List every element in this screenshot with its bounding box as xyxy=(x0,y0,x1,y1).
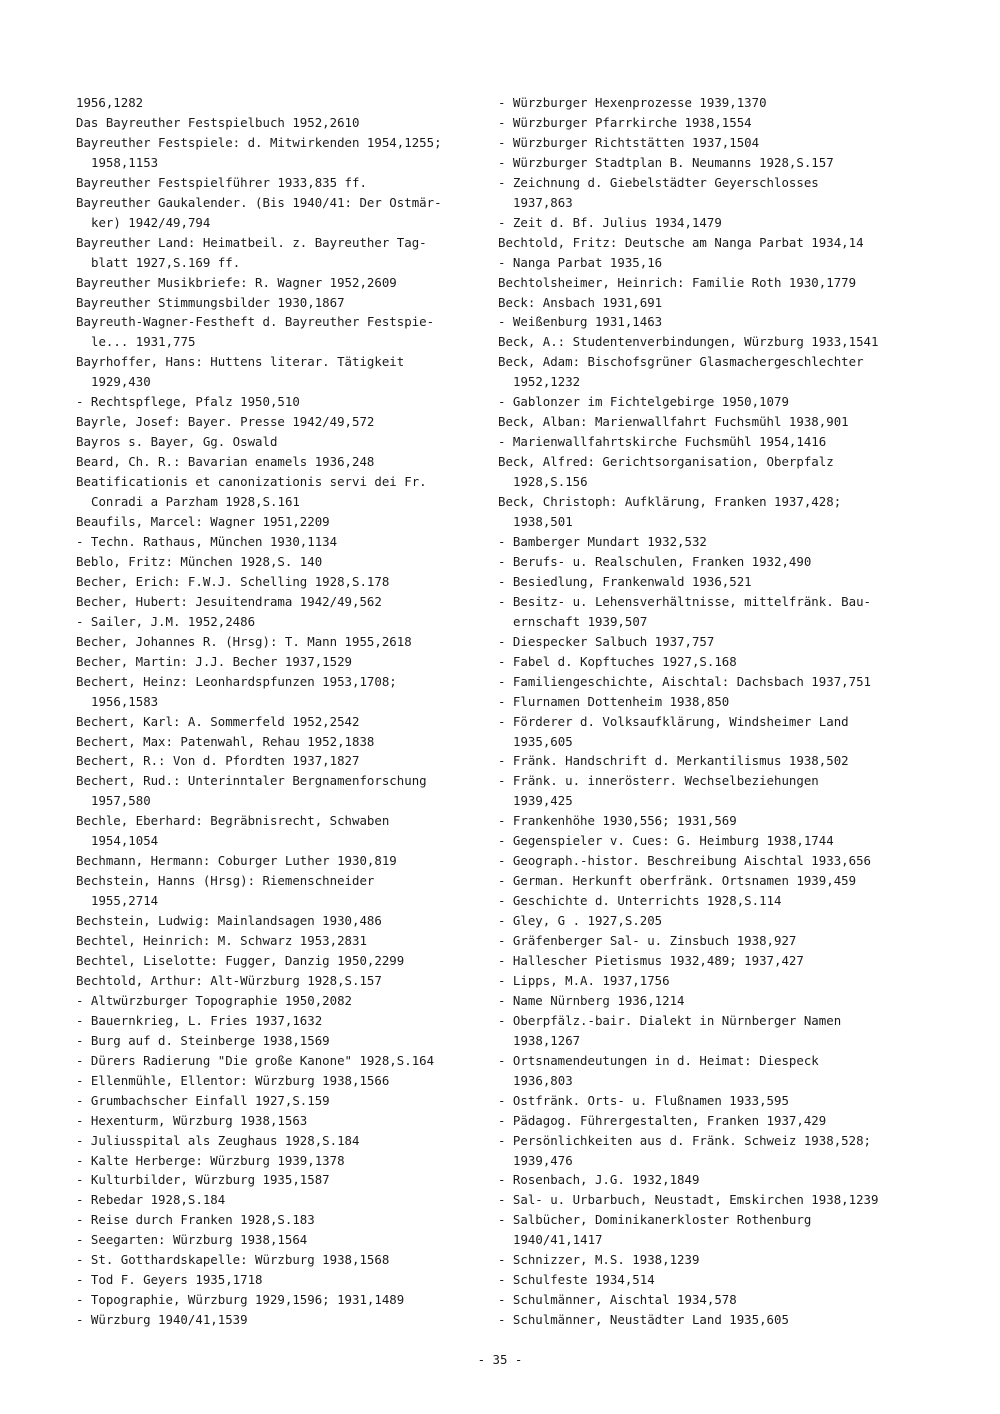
index-entry-line: - Zeit d. Bf. Julius 1934,1479 xyxy=(498,214,722,230)
index-entry xyxy=(498,173,938,213)
index-entry-line: Becher, Hubert: Jesuitendrama 1942/49,562 xyxy=(76,593,382,609)
index-entry-continuation: 1956,1583 xyxy=(91,693,159,709)
index-entry xyxy=(76,1310,486,1330)
index-entry-continuation: 1939,476 xyxy=(513,1152,573,1168)
index-entry xyxy=(76,1031,486,1051)
index-entry-line: Das Bayreuther Festspielbuch 1952,2610 xyxy=(76,114,360,130)
index-entry-line: - Weißenburg 1931,1463 xyxy=(498,314,663,330)
index-entry-line: - Ortsnamendeutungen in d. Heimat: Diespeck xyxy=(498,1052,819,1068)
index-entry xyxy=(498,672,938,692)
index-entry-line: - Dürers Radierung "Die große Kanone" 1928,S.164 xyxy=(76,1052,435,1068)
index-entry xyxy=(498,93,938,113)
index-entry-line: - Zeichnung d. Giebelstädter Geyerschlosses xyxy=(498,174,819,190)
index-entry-line: - Kulturbilder, Würzburg 1935,1587 xyxy=(76,1172,330,1188)
index-entry-line: - Salbücher, Dominikanerkloster Rothenburg xyxy=(498,1212,812,1228)
index-entry xyxy=(498,971,938,991)
index-entry xyxy=(76,1230,486,1250)
index-entry xyxy=(498,891,938,911)
index-entry xyxy=(76,871,486,911)
index-entry xyxy=(76,472,486,512)
index-entry-line: - Grumbachscher Einfall 1927,S.159 xyxy=(76,1092,330,1108)
index-entry xyxy=(498,452,938,492)
index-entry xyxy=(498,133,938,153)
index-entry-line: - Flurnamen Dottenheim 1938,850 xyxy=(498,693,730,709)
index-entry xyxy=(498,392,938,412)
index-entry-line: - Besiedlung, Frankenwald 1936,521 xyxy=(498,573,752,589)
index-entry-line: Bayreuth-Wagner-Festheft d. Bayreuther Festspie- xyxy=(76,314,435,330)
index-entry-line: - Fabel d. Kopftuches 1927,S.168 xyxy=(498,653,737,669)
index-entry-continuation: 1938,501 xyxy=(513,514,573,530)
index-entry xyxy=(76,1210,486,1230)
index-entry xyxy=(498,1051,938,1091)
index-entry-continuation: Conradi a Parzham 1928,S.161 xyxy=(91,494,300,510)
index-entry xyxy=(76,751,486,771)
index-entry-line: Bechstein, Hanns (Hrsg): Riemenschneider xyxy=(76,873,375,889)
index-entry-line: Beck, Christoph: Aufklärung, Franken 1937,428; xyxy=(498,494,842,510)
index-entry-line: - Würzburger Hexenprozesse 1939,1370 xyxy=(498,95,767,110)
index-entry-line: - Würzburg 1940/41,1539 xyxy=(76,1312,248,1328)
index-entry-line: Bechert, Rud.: Unterinntaler Bergnamenforschung xyxy=(76,773,427,789)
index-entry xyxy=(498,352,938,392)
index-entry-line: - Gegenspieler v. Cues: G. Heimburg 1938,1744 xyxy=(498,833,834,849)
index-entry-line: - Familiengeschichte, Aischtal: Dachsbach 1937,751 xyxy=(498,673,871,689)
index-entry xyxy=(76,612,486,632)
index-entry xyxy=(76,412,486,432)
index-entry xyxy=(498,911,938,931)
index-entry-line: - Pädagog. Führergestalten, Franken 1937,429 xyxy=(498,1112,827,1128)
index-entry xyxy=(498,991,938,1011)
index-entry xyxy=(498,1310,938,1330)
index-entry xyxy=(76,1270,486,1290)
index-entry-line: - Seegarten: Würzburg 1938,1564 xyxy=(76,1232,308,1248)
index-entry xyxy=(76,1071,486,1091)
index-entry xyxy=(498,213,938,233)
index-entry-line: - Schulfeste 1934,514 xyxy=(498,1272,655,1288)
index-entry xyxy=(498,632,938,652)
index-entry-line: Bechle, Eberhard: Begräbnisrecht, Schwaben xyxy=(76,813,390,829)
index-column-left xyxy=(76,93,486,1330)
index-entry-line: - Rechtspflege, Pfalz 1950,510 xyxy=(76,394,300,410)
index-entry-line: - Bauernkrieg, L. Fries 1937,1632 xyxy=(76,1012,323,1028)
index-entry xyxy=(498,851,938,871)
index-entry-continuation: 1939,425 xyxy=(513,793,573,809)
index-entry-line: - Name Nürnberg 1936,1214 xyxy=(498,992,685,1008)
index-entry xyxy=(498,1250,938,1270)
index-entry xyxy=(76,771,486,811)
index-entry-line: Bayreuther Musikbriefe: R. Wagner 1952,2609 xyxy=(76,274,397,290)
index-entry xyxy=(498,1270,938,1290)
index-entry-continuation: ernschaft 1939,507 xyxy=(513,613,648,629)
index-entry xyxy=(76,572,486,592)
index-entry-line: - Nanga Parbat 1935,16 xyxy=(498,254,663,270)
index-entry xyxy=(76,951,486,971)
index-entry xyxy=(76,452,486,472)
index-entry xyxy=(498,1011,938,1051)
index-entry xyxy=(76,113,486,133)
index-entry-line: - Würzburger Stadtplan B. Neumanns 1928,S.157 xyxy=(498,154,834,170)
index-entry-line: - Fränk. u. innerösterr. Wechselbeziehungen xyxy=(498,773,819,789)
index-entry xyxy=(76,273,486,293)
index-entry xyxy=(76,1131,486,1151)
index-entry-line: Bechert, Karl: A. Sommerfeld 1952,2542 xyxy=(76,713,360,729)
index-entry-line: Bayros s. Bayer, Gg. Oswald xyxy=(76,434,278,450)
index-entry-line: Bechtel, Heinrich: M. Schwarz 1953,2831 xyxy=(76,933,367,949)
index-entry-line: - Geschichte d. Unterrichts 1928,S.114 xyxy=(498,893,782,909)
index-entry xyxy=(76,432,486,452)
index-entry-line: Bechtold, Arthur: Alt-Würzburg 1928,S.157 xyxy=(76,972,382,988)
index-entry-line: - Besitz- u. Lehensverhältnisse, mittelfränk. Bau- xyxy=(498,593,871,609)
index-entry xyxy=(76,592,486,612)
index-entry-line: - Sal- u. Urbarbuch, Neustadt, Emskirchen 1938,1239 xyxy=(498,1192,879,1208)
index-entry-line: Bechstein, Ludwig: Mainlandsagen 1930,486 xyxy=(76,913,382,929)
index-entry-continuation: 1935,605 xyxy=(513,733,573,749)
index-entry xyxy=(76,1051,486,1071)
index-entry xyxy=(76,312,486,352)
index-entry-line: - Würzburger Richtstätten 1937,1504 xyxy=(498,134,760,150)
index-entry xyxy=(76,1190,486,1210)
index-entry xyxy=(76,1290,486,1310)
index-entry-line: - Förderer d. Volksaufklärung, Windsheimer Land xyxy=(498,713,849,729)
index-entry-continuation: 1940/41,1417 xyxy=(513,1232,603,1248)
index-entry-line: - Schulmänner, Neustädter Land 1935,605 xyxy=(498,1312,789,1328)
index-entry-line: - Sailer, J.M. 1952,2486 xyxy=(76,613,256,629)
index-entry-line: - Marienwallfahrtskirche Fuchsmühl 1954,1416 xyxy=(498,434,827,450)
index-entry xyxy=(498,951,938,971)
index-entry-line: Bayreuther Festspielführer 1933,835 ff. xyxy=(76,174,367,190)
index-entry-line: - Gley, G . 1927,S.205 xyxy=(498,913,663,929)
index-entry xyxy=(498,412,938,432)
index-entry-line: Beatificationis et canonizationis servi dei Fr. xyxy=(76,474,427,490)
index-entry xyxy=(498,871,938,891)
index-entry-continuation: 1957,580 xyxy=(91,793,151,809)
index-entry xyxy=(498,312,938,332)
index-entry-line: Bayreuther Stimmungsbilder 1930,1867 xyxy=(76,294,345,310)
index-entry-line: Beblo, Fritz: München 1928,S. 140 xyxy=(76,553,323,569)
index-entry xyxy=(498,1131,938,1171)
index-entry-line: - Topographie, Würzburg 1929,1596; 1931,1489 xyxy=(76,1292,405,1308)
index-entry-line: 1956,1282 xyxy=(76,95,144,110)
index-entry xyxy=(76,851,486,871)
index-entry-line: - Frankenhöhe 1930,556; 1931,569 xyxy=(498,813,737,829)
index-entry-line: - Diespecker Salbuch 1937,757 xyxy=(498,633,715,649)
index-entry xyxy=(498,692,938,712)
index-entry xyxy=(76,532,486,552)
index-entry-line: - Techn. Rathaus, München 1930,1134 xyxy=(76,533,338,549)
index-entry-line: Bechtolsheimer, Heinrich: Familie Roth 1930,1779 xyxy=(498,274,857,290)
index-entry-line: Becher, Erich: F.W.J. Schelling 1928,S.178 xyxy=(76,573,390,589)
index-entry xyxy=(76,1111,486,1131)
index-entry xyxy=(498,552,938,572)
index-entry xyxy=(76,811,486,851)
index-column-right xyxy=(498,93,938,1330)
index-entry-line: - Rebedar 1928,S.184 xyxy=(76,1192,226,1208)
index-entry xyxy=(498,113,938,133)
index-entry xyxy=(76,911,486,931)
index-entry-continuation: le... 1931,775 xyxy=(91,334,196,350)
index-entry xyxy=(498,831,938,851)
index-entry-continuation: 1937,863 xyxy=(513,194,573,210)
index-entry xyxy=(76,133,486,173)
index-entry-continuation: ker) 1942/49,794 xyxy=(91,214,211,230)
index-entry xyxy=(76,1250,486,1270)
index-entry xyxy=(498,253,938,273)
index-entry xyxy=(76,712,486,732)
index-entry xyxy=(76,93,486,113)
index-entry-line: - Bamberger Mundart 1932,532 xyxy=(498,533,707,549)
index-entry-line: Bechert, Max: Patenwahl, Rehau 1952,1838 xyxy=(76,733,375,749)
index-entry-continuation: 1958,1153 xyxy=(91,154,159,170)
index-entry-line: - Ostfränk. Orts- u. Flußnamen 1933,595 xyxy=(498,1092,789,1108)
index-entry-line: - Juliusspital als Zeughaus 1928,S.184 xyxy=(76,1132,360,1148)
index-entry-continuation: 1955,2714 xyxy=(91,893,159,909)
index-entry xyxy=(76,193,486,233)
index-entry xyxy=(76,991,486,1011)
index-entry-continuation: 1936,803 xyxy=(513,1072,573,1088)
index-entry xyxy=(76,1151,486,1171)
index-entry-line: Beck, Alban: Marienwallfahrt Fuchsmühl 1938,901 xyxy=(498,414,849,430)
index-entry xyxy=(498,233,938,253)
index-entry-continuation: 1928,S.156 xyxy=(513,474,588,490)
index-entry-line: - Persönlichkeiten aus d. Fränk. Schweiz 1938,528; xyxy=(498,1132,871,1148)
index-entry-line: Bechmann, Hermann: Coburger Luther 1930,819 xyxy=(76,853,397,869)
index-entry-line: - Geograph.-histor. Beschreibung Aischtal 1933,656 xyxy=(498,853,871,869)
index-entry xyxy=(498,771,938,811)
index-entry xyxy=(76,1170,486,1190)
index-entry xyxy=(498,293,938,313)
index-entry-line: Beard, Ch. R.: Bavarian enamels 1936,248 xyxy=(76,454,375,470)
index-entry-line: Bechert, R.: Von d. Pfordten 1937,1827 xyxy=(76,753,360,769)
index-entry-line: - Schulmänner, Aischtal 1934,578 xyxy=(498,1292,737,1308)
index-entry xyxy=(76,652,486,672)
index-entry-continuation: 1929,430 xyxy=(91,374,151,390)
index-entry xyxy=(76,1011,486,1031)
index-entry-line: - Burg auf d. Steinberge 1938,1569 xyxy=(76,1032,330,1048)
index-entry-line: - Berufs- u. Realschulen, Franken 1932,490 xyxy=(498,553,812,569)
index-entry xyxy=(76,173,486,193)
index-entry-line: Bayrle, Josef: Bayer. Presse 1942/49,572 xyxy=(76,414,375,430)
index-entry-line: - Ellenmühle, Ellentor: Würzburg 1938,1566 xyxy=(76,1072,390,1088)
index-entry-line: - Gablonzer im Fichtelgebirge 1950,1079 xyxy=(498,394,789,410)
index-entry xyxy=(76,1091,486,1111)
index-entry xyxy=(76,293,486,313)
index-entry-line: - St. Gotthardskapelle: Würzburg 1938,1568 xyxy=(76,1252,390,1268)
index-entry xyxy=(498,432,938,452)
index-entry-line: - Tod F. Geyers 1935,1718 xyxy=(76,1272,263,1288)
index-entry xyxy=(76,632,486,652)
index-entry-line: - Reise durch Franken 1928,S.183 xyxy=(76,1212,315,1228)
index-entry-continuation: 1954,1054 xyxy=(91,833,159,849)
index-entry xyxy=(498,273,938,293)
index-entry-line: Bayreuther Festspiele: d. Mitwirkenden 1954,1255; xyxy=(76,134,442,150)
index-entry xyxy=(498,1170,938,1190)
index-entry-continuation: blatt 1927,S.169 ff. xyxy=(91,254,241,270)
index-entry xyxy=(498,492,938,532)
index-entry-line: Beck, Alfred: Gerichtsorganisation, Oberpfalz xyxy=(498,454,834,470)
index-entry xyxy=(498,811,938,831)
index-entry xyxy=(76,233,486,273)
page-number: - 35 - xyxy=(477,1352,523,1367)
index-entry xyxy=(498,931,938,951)
index-entry xyxy=(498,1091,938,1111)
index-entry-line: Becher, Johannes R. (Hrsg): T. Mann 1955,2618 xyxy=(76,633,412,649)
index-entry xyxy=(76,552,486,572)
index-entry-line: Bayrhoffer, Hans: Huttens literar. Tätigkeit xyxy=(76,354,405,370)
index-entry xyxy=(498,572,938,592)
index-entry xyxy=(498,592,938,632)
index-entry-line: Bechtel, Liselotte: Fugger, Danzig 1950,2299 xyxy=(76,952,405,968)
index-entry xyxy=(498,532,938,552)
index-entry-line: - Altwürzburger Topographie 1950,2082 xyxy=(76,992,353,1008)
index-entry-line: - Schnizzer, M.S. 1938,1239 xyxy=(498,1252,700,1268)
index-entry xyxy=(76,971,486,991)
index-entry-continuation: 1952,1232 xyxy=(513,374,581,390)
index-entry-line: Beck, A.: Studentenverbindungen, Würzburg 1933,1541 xyxy=(498,334,879,350)
index-entry-line: Bechert, Heinz: Leonhardspfunzen 1953,1708; xyxy=(76,673,397,689)
index-entry xyxy=(76,392,486,412)
index-entry-line: Becher, Martin: J.J. Becher 1937,1529 xyxy=(76,653,353,669)
index-entry-line: - Oberpfälz.-bair. Dialekt in Nürnberger Namen xyxy=(498,1012,842,1028)
index-entry-line: Beck: Ansbach 1931,691 xyxy=(498,294,663,310)
index-entry-line: Bayreuther Land: Heimatbeil. z. Bayreuther Tag- xyxy=(76,234,427,250)
index-entry-line: - Würzburger Pfarrkirche 1938,1554 xyxy=(498,114,752,130)
index-entry xyxy=(76,931,486,951)
index-entry xyxy=(498,153,938,173)
index-entry xyxy=(498,1190,938,1210)
index-entry-line: - German. Herkunft oberfränk. Ortsnamen 1939,459 xyxy=(498,873,857,889)
index-entry-line: Bayreuther Gaukalender. (Bis 1940/41: Der Ostmär- xyxy=(76,194,442,210)
index-entry xyxy=(76,512,486,532)
index-entry-line: - Hexenturm, Würzburg 1938,1563 xyxy=(76,1112,308,1128)
index-entry-line: - Rosenbach, J.G. 1932,1849 xyxy=(498,1172,700,1188)
index-entry xyxy=(498,1210,938,1250)
index-entry-line: - Hallescher Pietismus 1932,489; 1937,427 xyxy=(498,952,804,968)
index-entry xyxy=(76,352,486,392)
index-entry xyxy=(498,712,938,752)
index-entry-continuation: 1938,1267 xyxy=(513,1032,581,1048)
index-entry xyxy=(498,1111,938,1131)
index-entry-line: Beaufils, Marcel: Wagner 1951,2209 xyxy=(76,514,330,530)
index-entry-line: - Kalte Herberge: Würzburg 1939,1378 xyxy=(76,1152,345,1168)
index-entry-line: - Fränk. Handschrift d. Merkantilismus 1938,502 xyxy=(498,753,849,769)
index-entry xyxy=(76,672,486,712)
index-entry xyxy=(498,1290,938,1310)
index-entry xyxy=(498,332,938,352)
index-entry xyxy=(498,652,938,672)
index-entry xyxy=(76,732,486,752)
index-entry-line: Bechtold, Fritz: Deutsche am Nanga Parbat 1934,14 xyxy=(498,234,864,250)
index-entry-line: - Lipps, M.A. 1937,1756 xyxy=(498,972,670,988)
index-entry xyxy=(498,751,938,771)
index-entry-line: Beck, Adam: Bischofsgrüner Glasmachergeschlechter xyxy=(498,354,864,370)
index-entry-line: - Gräfenberger Sal- u. Zinsbuch 1938,927 xyxy=(498,933,797,949)
